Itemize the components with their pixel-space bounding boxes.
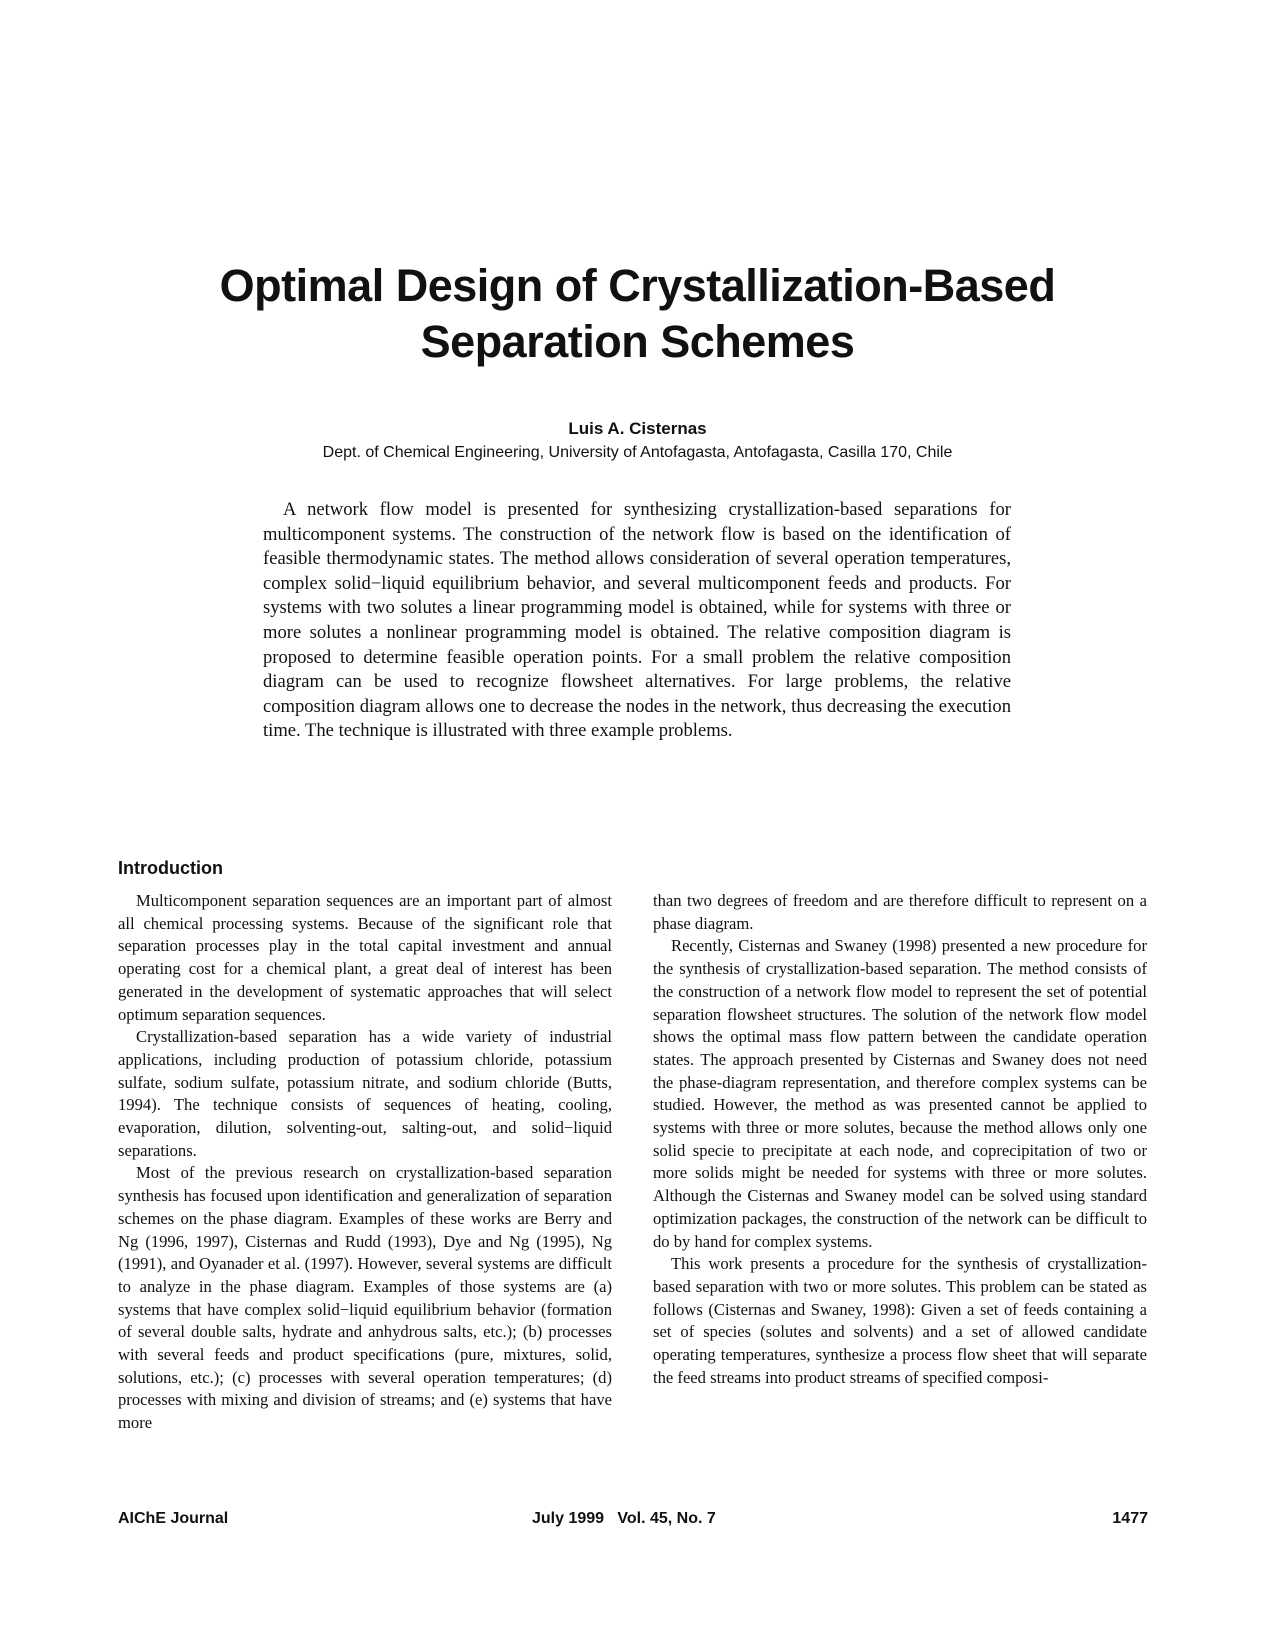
section-heading-introduction: Introduction xyxy=(118,858,223,878)
paragraph: This work presents a procedure for the synthesis of crystallization-based separation with two or more solutes. This problem can be stated as follows (Cisternas and Swaney, 1998): Given a set of feeds containing a set of species (solutes and solvents) and a set of allowed candidate operating temperatures, synthesize a process flow sheet that will separate the feed streams into product streams of specified composi- xyxy=(653,1254,1147,1387)
footer-issue: July 1999 Vol. 45, No. 7 xyxy=(532,1510,716,1527)
text-column-right xyxy=(653,890,1147,1389)
paragraph: Multicomponent separation sequences are an important part of almost all chemical processing systems. Because of the significant role that separation processes play in the total capital investment and annual operating cost for a chemical plant, a great deal of interest has been generated in the development of systematic approaches that will select optimum separation sequences. xyxy=(118,891,612,1024)
title-line-2: Separation Schemes xyxy=(420,316,855,367)
paragraph: Crystallization-based separation has a wide variety of industrial applications, including production of potassium chloride, potassium sulfate, sodium sulfate, potassium nitrate, and sodium chloride (Butts, 1994). The technique consists of sequences of heating, cooling, evaporation, dilution, solventing-out, salting-out, and solid−liquid separations. xyxy=(118,1027,612,1160)
author-name: Luis A. Cisternas xyxy=(568,419,707,438)
abstract: A network flow model is presented for synthesizing crystallization-based separations for multicomponent systems. The construction of the network flow is based on the identification of feasible thermodynamic states. The method allows consideration of several operation temperatures, complex solid−liquid equilibrium behavior, and several multicomponent feeds and products. For systems with two solutes a linear programming model is obtained, while for systems with three or more solutes a nonlinear programming model is obtained. The relative composition diagram is proposed to determine feasible operation points. For a small problem the relative composition diagram can be used to recognize flowsheet alternatives. For large problems, the relative composition diagram allows one to decrease the nodes in the network, thus decreasing the execution time. The technique is illustrated with three example problems. xyxy=(263,499,1011,742)
paragraph: Recently, Cisternas and Swaney (1998) presented a new procedure for the synthesis of crystallization-based separation. The method consists of the construction of a network flow model to represent the set of potential separation flowsheet structures. The solution of the network flow model shows the optimal mass flow pattern between the candidate operation states. The approach presented by Cisternas and Swaney does not need the phase-diagram representation, and therefore complex systems can be studied. However, the method as was presented cannot be applied to systems with three or more solutes, because the method allows only one solid specie to precipitate at each node, and coprecipitation of two or more solids might be needed for systems with three or more solutes. Although the Cisternas and Swaney model can be solved using standard optimization packages, the construction of the network can be difficult to do by hand for complex systems. xyxy=(653,936,1147,1251)
title-line-1: Optimal Design of Crystallization-Based xyxy=(219,260,1056,311)
paragraph-continued: than two degrees of freedom and are therefore difficult to represent on a phase diagram. xyxy=(653,891,1147,933)
footer-journal-name: AIChE Journal xyxy=(118,1510,229,1527)
author-affiliation: Dept. of Chemical Engineering, University of Antofagasta, Antofagasta, Casilla 170, Chile xyxy=(322,444,953,461)
paper-title xyxy=(150,258,1125,370)
page-footer xyxy=(118,1508,1148,1530)
footer-page-number: 1477 xyxy=(1112,1510,1148,1527)
paragraph: Most of the previous research on crystallization-based separation synthesis has focused upon identification and generalization of separation schemes on the phase diagram. Examples of these works are Berry and Ng (1996, 1997), Cisternas and Rudd (1993), Dye and Ng (1995), Ng (1991), and Oyanader et al. (1997). However, several systems are difficult to analyze in the phase diagram. Examples of those systems are (a) systems that have complex solid−liquid equilibrium behavior (formation of several double salts, hydrate and anhydrous salts, etc.); (b) processes with several feeds and product specifications (pure, mixtures, solid, solutions, etc.); (c) processes with several operation temperatures; (d) processes with mixing and division of streams; and (e) systems that have more xyxy=(118,1163,612,1433)
text-column-left xyxy=(118,890,612,1435)
